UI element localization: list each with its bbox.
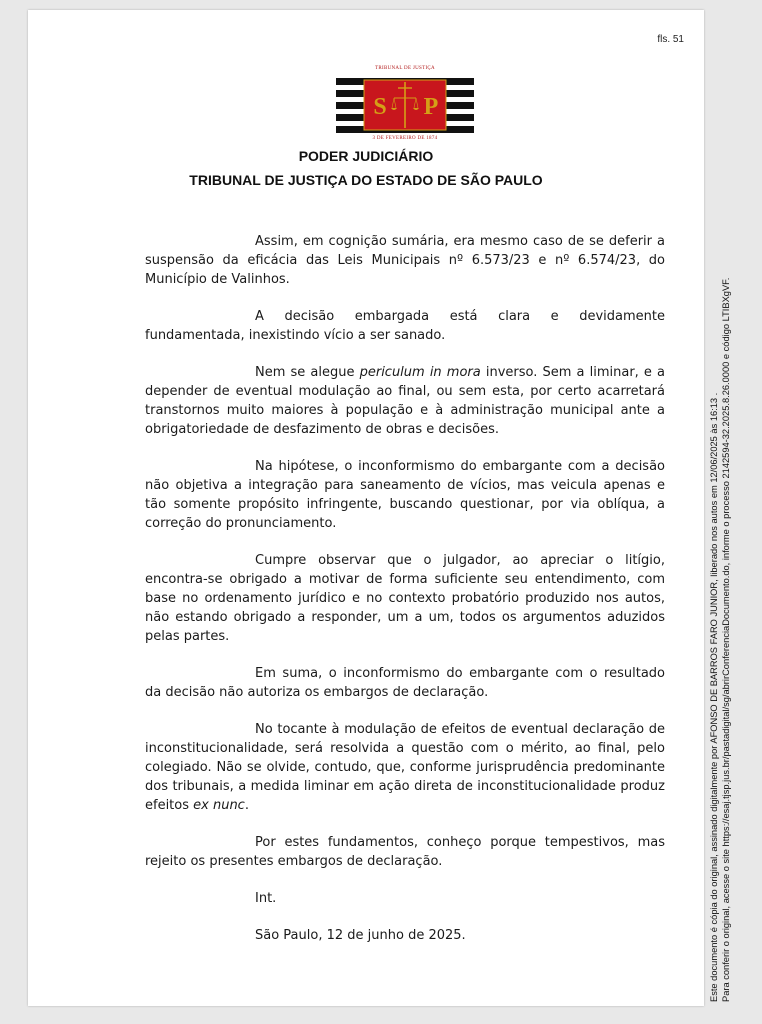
latin-term-ex-nunc: ex nunc <box>193 798 245 813</box>
paragraph-7-end: . <box>244 798 249 813</box>
decision-body <box>145 232 665 963</box>
latin-term-periculum: periculum in mora <box>359 365 481 380</box>
paragraph-2: A decisão embargada está clara e devidamente fundamentada, inexistindo vício a ser sanado. <box>145 309 665 343</box>
seal-letter-s: S <box>373 94 387 120</box>
paragraph-4: Na hipótese, o inconformismo do embargante com a decisão não objetiva a integração para saneamento de vícios, mas veicula apenas e tão somente propósito infringente, buscando questionar, por via oblíqua, a correção do pronunciamento. <box>145 459 665 531</box>
header-line-2: TRIBUNAL DE JUSTIÇA DO ESTADO DE SÃO PAULO <box>189 172 543 188</box>
seal-bottom-text: 3 DE FEVEREIRO DE 1874 <box>372 136 438 141</box>
paragraph-8: Por estes fundamentos, conheço porque tempestivos, mas rejeito os presentes embargos de declaração. <box>145 835 665 869</box>
paragraph-1: Assim, em cognição sumária, era mesmo caso de se deferir a suspensão da eficácia das Leis Municipais nº 6.573/23 e nº 6.574/23, do Município de Valinhos. <box>145 234 665 287</box>
paragraph-5: Cumpre observar que o julgador, ao apreciar o litígio, encontra-se obrigado a motivar de forma suficiente seu entendimento, com base no ordenamento jurídico e no contexto probatório produzido nos autos, não estando obrigado a responder, um a um, todos os argumentos aduzidos pelas partes. <box>145 553 665 644</box>
paragraph-3-end: inverso. Sem a liminar, e a depender de eventual modulação ao final, ou sem esta, por certo acarretará transtornos muito maiores à população e à administração municipal ante a obrigatoriedade de desfazimento de obras e decisões. <box>145 365 666 437</box>
paragraph-date: São Paulo, 12 de junho de 2025. <box>255 928 466 943</box>
court-seal <box>334 66 476 144</box>
signature-note-line-1: Este documento é cópia do original, assinado digitalmente por AFONSO DE BARROS FARO JUNIOR, liberado nos autos em 12/06/2025 às 16:13 . <box>709 392 719 1002</box>
paragraph-3-start: Nem se alegue <box>255 365 360 380</box>
header-line-1: PODER JUDICIÁRIO <box>298 148 434 164</box>
digital-signature-note <box>708 162 756 1002</box>
seal-top-text: TRIBUNAL DE JUSTIÇA <box>375 66 435 71</box>
signature-note-line-2: Para conferir o original, acesse o site https://esaj.tjsp.jus.br/pastadigital/sg/abrirConferenciaDocumento.do, informe o processo 2142594-32.2025.8.26.0000 e código LTIBXgVF. <box>721 277 731 1002</box>
paragraph-3 <box>145 363 665 439</box>
paragraph-int: Int. <box>255 891 277 906</box>
seal-emblem <box>334 74 476 136</box>
seal-letter-p: P <box>423 94 439 120</box>
paragraph-6: Em suma, o inconformismo do embargante com o resultado da decisão não autoriza os embargos de declaração. <box>145 666 665 700</box>
paragraph-7 <box>145 720 665 815</box>
document-page <box>28 10 704 1006</box>
paragraph-7-start: No tocante à modulação de efeitos de eventual declaração de inconstitucionalidade, será resolvida a questão com o mérito, ao final, pelo colegiado. Não se olvide, contudo, que, conforme jurisprudência predominante dos tribunais, a medida liminar em ação direta de inconstitucionalidade produz efeitos <box>145 722 665 813</box>
page-number: fls. 51 <box>657 34 684 45</box>
